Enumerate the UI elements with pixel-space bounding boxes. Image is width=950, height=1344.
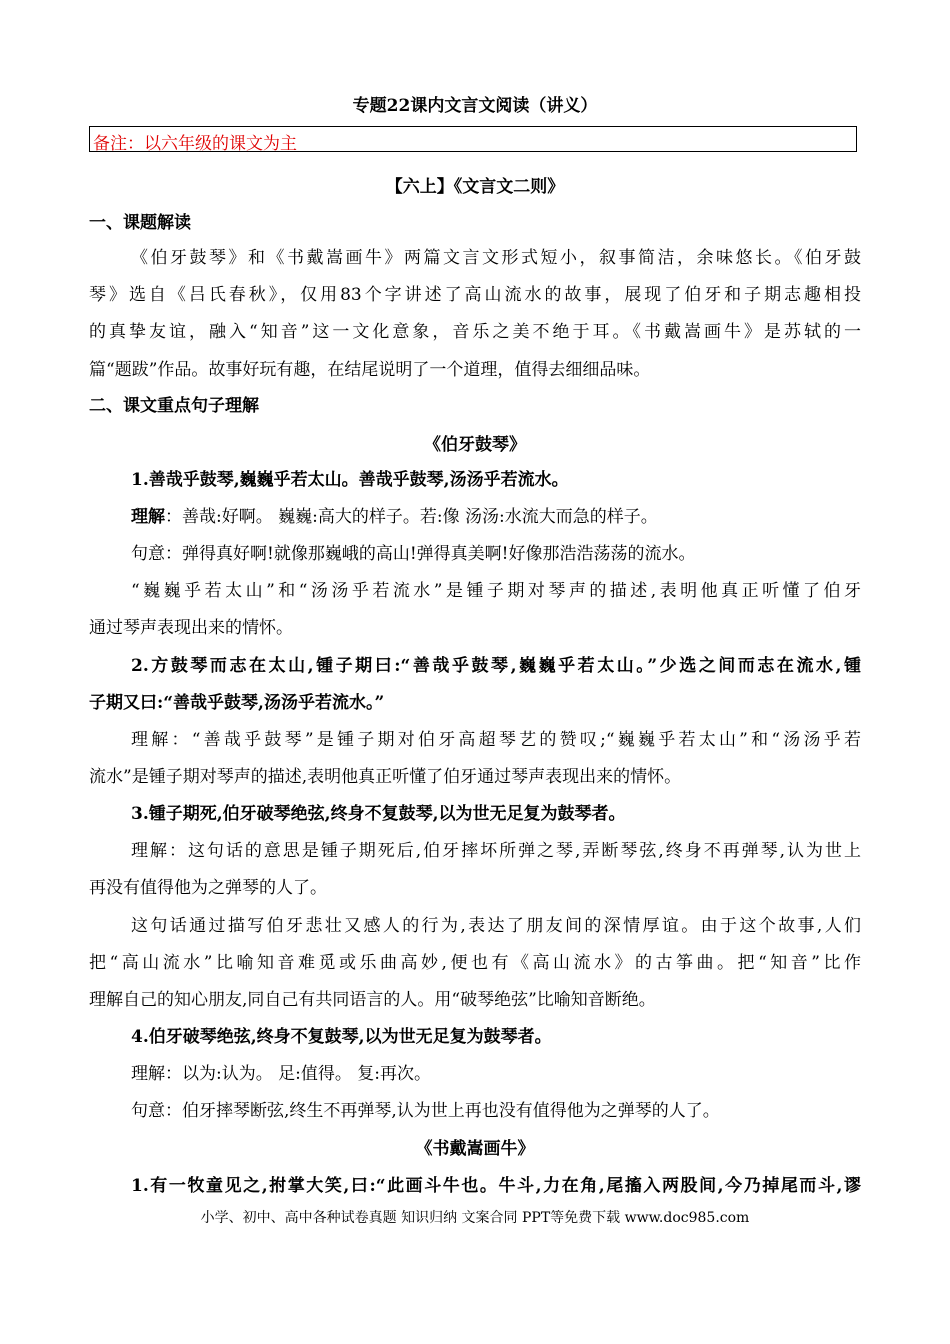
sentence-1-gloss (131, 502, 861, 527)
heading-interpretation: 一、课题解读 (89, 213, 191, 233)
section-header: 【六上】《文言文二则》 (385, 177, 565, 197)
document-title: 专题22课内文言文阅读（讲义） (352, 96, 598, 116)
intro-line: 《伯牙鼓琴》和《书戴嵩画牛》两篇文言文形式短小，叙事简洁，余味悠长。《伯牙鼓 (131, 248, 861, 268)
page-footer: 小学、初中、高中各种试卷真题 知识归纳 文案合同 PPT等免费下载 www.doc985.com (200, 1210, 750, 1226)
sentence-2: 2.方鼓琴而志在太山,锺子期曰:“善哉乎鼓琴,巍巍乎若太山。”少选之间而志在流水,锺 (131, 656, 861, 676)
sentence-2-note: 理解：“善哉乎鼓琴”是锺子期对伯牙高超琴艺的赞叹;“巍巍乎若太山”和“汤汤乎若 (131, 730, 861, 750)
sentence-3-note2: 理解自己的知心朋友,同自己有共同语言的人。用“破琴绝弦”比喻知音断绝。 (89, 990, 656, 1010)
heading-key-sentences: 二、课文重点句子理解 (89, 396, 259, 416)
subtitle-boya: 《伯牙鼓琴》 (424, 435, 526, 455)
note-box (89, 126, 857, 152)
sentence-3-note2: 这句话通过描写伯牙悲壮又感人的行为,表达了朋友间的深情厚谊。由于这个故事,人们 (131, 916, 861, 936)
sentence-3-note: 再没有值得他为之弹琴的人了。 (89, 878, 327, 898)
sentence-4-gloss: 理解：以为:认为。 足:值得。 复:再次。 (131, 1064, 431, 1084)
gloss-text: ：善哉:好啊。 巍巍:高大的样子。若:像 汤汤:水流大而急的样子。 (165, 507, 658, 527)
sentence-3-note: 理解：这句话的意思是锺子期死后,伯牙摔坏所弹之琴,弄断琴弦,终身不再弹琴,认为世上 (131, 841, 861, 861)
sentence-1-note: 通过琴声表现出来的情怀。 (89, 618, 293, 638)
sentence-2: 子期又曰:“善哉乎鼓琴,汤汤乎若流水。” (89, 693, 385, 713)
sentence-1-note: “巍巍乎若太山”和“汤汤乎若流水”是锺子期对琴声的描述,表明他真正听懂了伯牙 (131, 581, 861, 601)
note-text: 备注：以六年级的课文为主 (93, 134, 297, 154)
intro-line: 篇“题跋”作品。故事好玩有趣，在结尾说明了一个道理，值得去细细品味。 (89, 360, 651, 380)
sentence-4: 4.伯牙破琴绝弦,终身不复鼓琴,以为世无足复为鼓琴者。 (131, 1027, 552, 1047)
sentence-1-meaning: 句意：弹得真好啊!就像那巍峨的高山!弹得真美啊!好像那浩浩荡荡的流水。 (131, 544, 696, 564)
gloss-label: 理解 (131, 507, 165, 527)
sentence-3-note2: 把“高山流水”比喻知音难觅或乐曲高妙,便也有《高山流水》的古筝曲。把“知音”比作 (89, 953, 861, 973)
sentence-1: 1.善哉乎鼓琴,巍巍乎若太山。善哉乎鼓琴,汤汤乎若流水。 (131, 470, 569, 490)
subtitle-daisong: 《书戴嵩画牛》 (415, 1139, 535, 1159)
sentence-4-meaning: 句意：伯牙摔琴断弦,终生不再弹琴,认为世上再也没有值得他为之弹琴的人了。 (131, 1101, 720, 1121)
sentence-5: 1.有一牧童见之,拊掌大笑,曰:“此画斗牛也。牛斗,力在角,尾搐入两股间,今乃掉尾而斗,谬 (131, 1176, 861, 1196)
sentence-2-note: 流水”是锺子期对琴声的描述,表明他真正听懂了伯牙通过琴声表现出来的情怀。 (89, 767, 682, 787)
intro-line: 琴》选自《吕氏春秋》，仅用83个字讲述了高山流水的故事，展现了伯牙和子期志趣相投 (89, 285, 861, 305)
sentence-3: 3.锺子期死,伯牙破琴绝弦,终身不复鼓琴,以为世无足复为鼓琴者。 (131, 804, 626, 824)
intro-line: 的真挚友谊，融入“知音”这一文化意象，音乐之美不绝于耳。《书戴嵩画牛》是苏轼的一 (89, 322, 861, 342)
